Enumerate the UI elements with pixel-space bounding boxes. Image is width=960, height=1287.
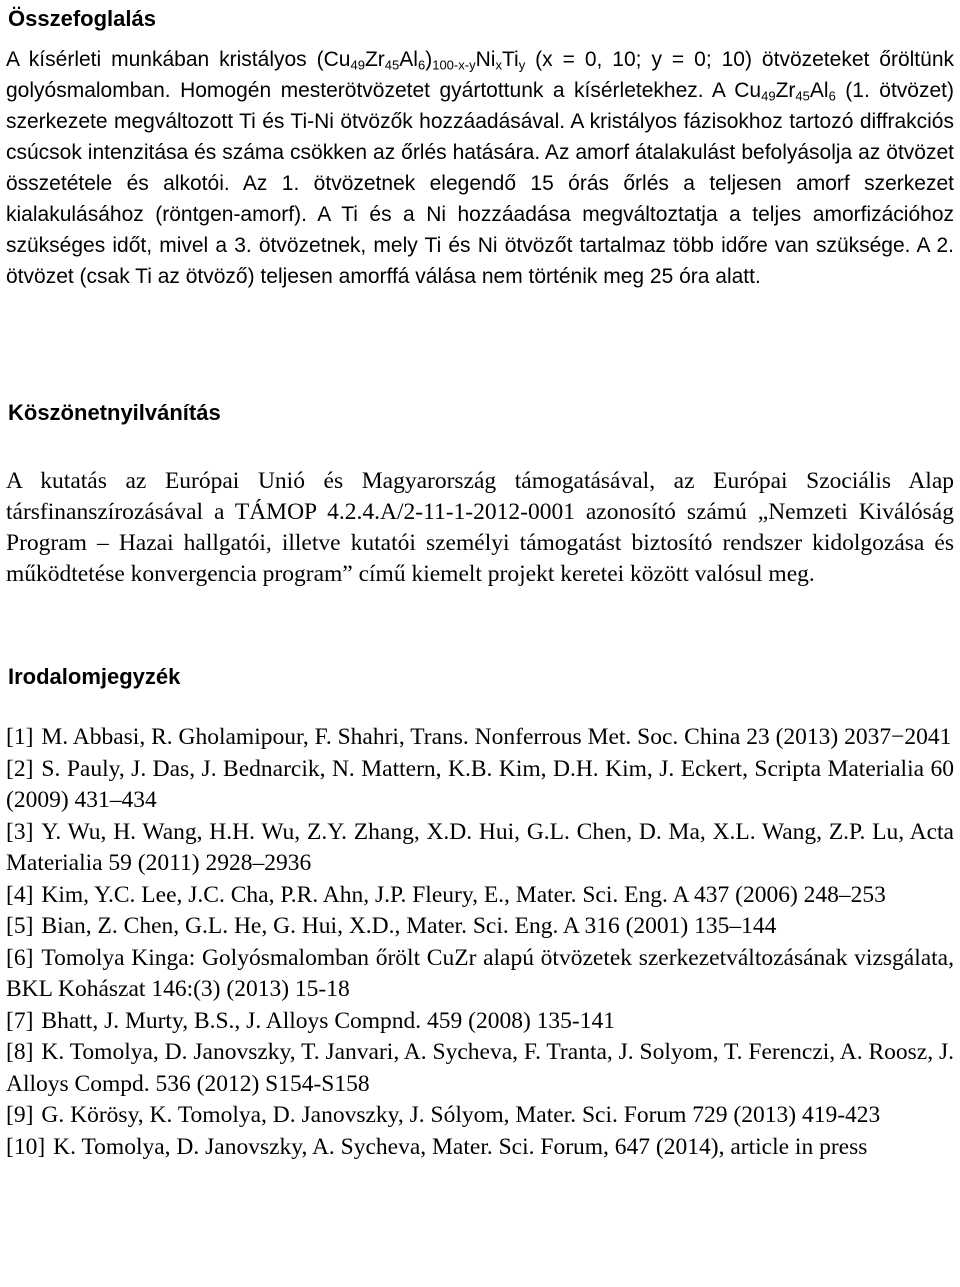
- reference-number: [8]: [6, 1039, 34, 1065]
- summary-heading: Összefoglalás: [8, 6, 156, 31]
- reference-number: [5]: [6, 913, 34, 939]
- subscript: y: [518, 57, 526, 73]
- subscript: 45: [384, 57, 400, 73]
- subscript: 49: [761, 88, 776, 104]
- reference-text: Tomolya Kinga: Golyósmalomban őrölt CuZr alapú ötvözetek szerkezetváltozásának vizsgálata, BKL Kohászat 146:(3) (2013) 15-18: [6, 944, 954, 1002]
- summary-paragraph: [6, 44, 954, 292]
- reference-text: K. Tomolya, D. Janovszky, T. Janvari, A. Sycheva, F. Tranta, J. Solyom, T. Ferenczi, A. Roosz, J. Alloys Compd. 536 (2012) S154-S158: [6, 1039, 954, 1097]
- reference-number: [4]: [6, 881, 34, 908]
- reference-text: Bhatt, J. Murty, B.S., J. Alloys Compnd. 459 (2008) 135-141: [41, 1007, 616, 1034]
- acknowledgement-heading: Köszönetnyilvánítás: [8, 400, 221, 425]
- summary-text-1: A kísérleti munkában kristályos (Cu: [6, 48, 351, 71]
- reference-item: [6, 817, 954, 880]
- reference-text: M. Abbasi, R. Gholamipour, F. Shahri, Trans. Nonferrous Met. Soc. China 23 (2013) 2037−2041: [41, 724, 952, 750]
- reference-item: [6, 1132, 954, 1164]
- summary-text-6: Ti: [501, 48, 519, 71]
- reference-item: [6, 880, 954, 912]
- acknowledgement-paragraph: A kutatás az Európai Unió és Magyarország támogatásával, az Európai Szociális Alap társfinanszírozásával a TÁMOP 4.2.4.A/2-11-1-2012-0001 azonosító számú „Nemzeti Kiválóság Program – Hazai hallgatói, illetve kutatói személyi támogatást biztosító rendszer kidolgozása és működtetése konvergencia program” című kiemelt projekt keretei között valósul meg.: [6, 468, 954, 587]
- summary-text-3: Al: [399, 48, 418, 71]
- reference-item: [6, 911, 954, 943]
- summary-text-2: Zr: [364, 48, 385, 71]
- summary-text-9: Al: [809, 79, 829, 102]
- subscript: 6: [828, 88, 836, 104]
- reference-number: [6]: [6, 944, 34, 971]
- reference-list: [6, 722, 954, 1163]
- reference-item: [6, 754, 954, 817]
- reference-number: [1]: [6, 724, 34, 750]
- reference-text: Y. Wu, H. Wang, H.H. Wu, Z.Y. Zhang, X.D. Hui, G.L. Chen, D. Ma, X.L. Wang, Z.P. Lu, Acta Materialia 59 (2011) 2928–2936: [6, 818, 954, 876]
- reference-text: G. Körösy, K. Tomolya, D. Janovszky, J. Sólyom, Mater. Sci. Forum 729 (2013) 419-423: [41, 1102, 881, 1128]
- reference-number: [10]: [6, 1133, 46, 1160]
- reference-number: [2]: [6, 755, 34, 782]
- reference-number: [7]: [6, 1007, 34, 1034]
- subscript: 45: [795, 88, 810, 104]
- reference-item: [6, 1037, 954, 1100]
- subscript: x: [495, 57, 502, 73]
- reference-item: [6, 943, 954, 1006]
- reference-text: Kim, Y.C. Lee, J.C. Cha, P.R. Ahn, J.P. Fleury, E., Mater. Sci. Eng. A 437 (2006) 248–253: [41, 881, 886, 908]
- summary-text-10: (1. ötvözet) szerkezete megváltozott Ti és Ti-Ni ötvözők hozzáadásával. A kristályos fázisokhoz tartozó diffrakciós csúcsok intenzitása és száma csökken az őrlés hatására. Az amorf átalakulást befolyásolja az ötvözet összetétele és alkotói. Az 1. ötvözetnek elegendő 15 órás őrlés a teljesen amorf szerkezet kialakulásához (röntgen-amorf). A Ti és a Ni hozzáadása megváltoztatja a teljes amorfizációhoz szükséges időt, mivel a 3. ötvözetnek, mely Ti és Ni ötvözőt tartalmaz több időre van szüksége. A 2. ötvözet (csak Ti az ötvöző) teljesen amorffá válása nem történik meg 25 óra alatt.: [6, 79, 954, 288]
- reference-item: [6, 722, 954, 754]
- subscript: 6: [417, 57, 426, 73]
- reference-text: Bian, Z. Chen, G.L. He, G. Hui, X.D., Mater. Sci. Eng. A 316 (2001) 135–144: [41, 913, 777, 939]
- references-heading: Irodalomjegyzék: [8, 664, 181, 689]
- reference-text: S. Pauly, J. Das, J. Bednarcik, N. Mattern, K.B. Kim, D.H. Kim, J. Eckert, Scripta Materialia 60 (2009) 431–434: [6, 755, 954, 813]
- subscript: 100-x-y: [432, 57, 476, 73]
- summary-text-8: Zr: [775, 79, 796, 102]
- summary-text-4: ): [425, 48, 433, 71]
- reference-item: [6, 1100, 954, 1132]
- reference-text: K. Tomolya, D. Janovszky, A. Sycheva, Mater. Sci. Forum, 647 (2014), article in press: [53, 1133, 868, 1160]
- reference-item: [6, 1006, 954, 1038]
- subscript: 49: [350, 57, 365, 73]
- reference-number: [3]: [6, 818, 34, 845]
- summary-text-7: (x = 0, 10; y = 0; 10) ötvözeteket őröltünk golyósmalomban. Homogén mesterötvözetet gyártottunk a kísérletekhez. A Cu: [6, 48, 954, 102]
- summary-text-5: Ni: [475, 48, 496, 71]
- reference-number: [9]: [6, 1102, 34, 1128]
